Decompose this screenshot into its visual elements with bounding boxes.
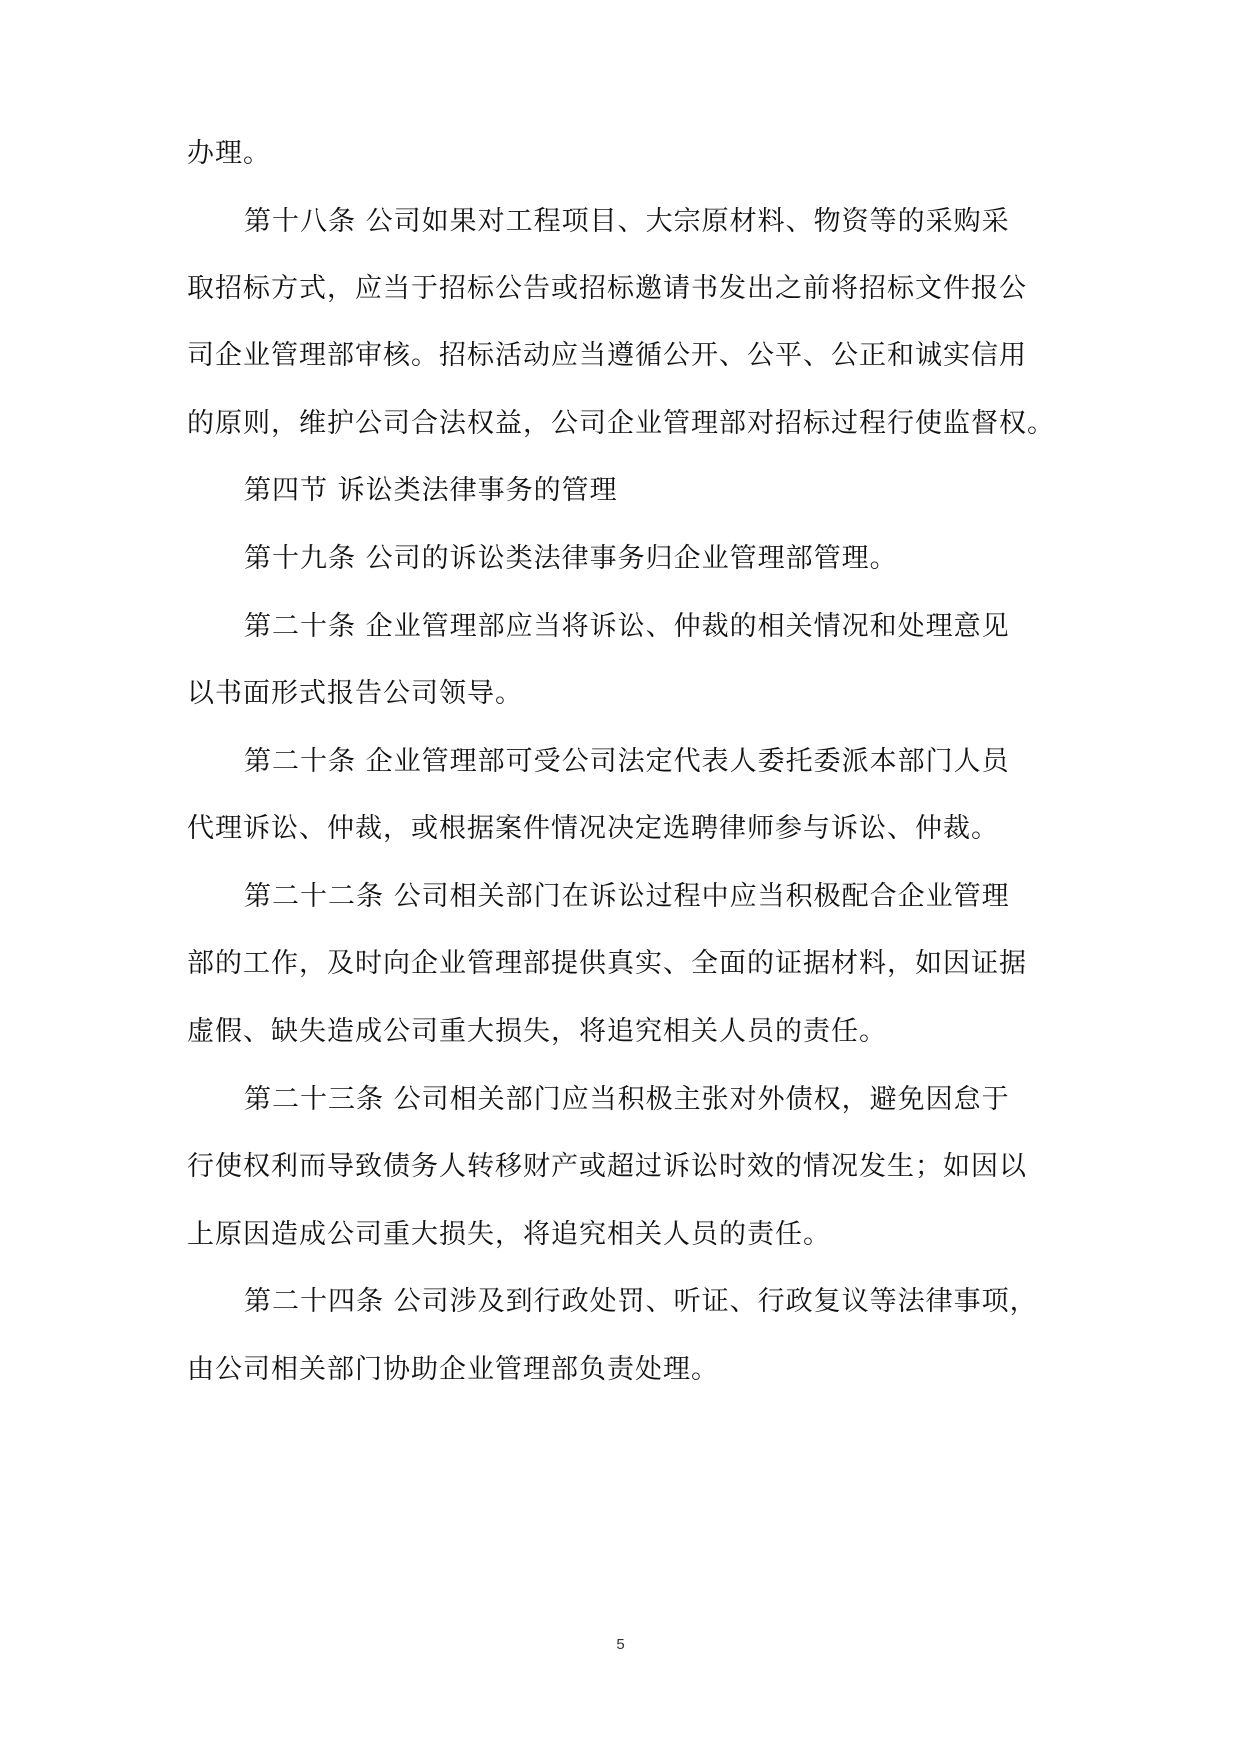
article-20-line: 第二十条 企业管理部应当将诉讼、仲裁的相关情况和处理意见: [244, 611, 1010, 642]
paragraph-line: 代理诉讼、仲裁，或根据案件情况决定选聘律师参与诉讼、仲裁。: [187, 813, 999, 844]
paragraph-line: 司企业管理部审核。招标活动应当遵循公开、公平、公正和诚实信用: [187, 340, 1027, 371]
article-19-line: 第十九条 公司的诉讼类法律事务归企业管理部管理。: [244, 543, 898, 574]
section-heading: 第四节 诉讼类法律事务的管理: [244, 475, 618, 506]
paragraph-line: 办理。: [187, 138, 271, 169]
page-number: 5: [616, 1636, 625, 1653]
article-20-repeat-line: 第二十条 企业管理部可受公司法定代表人委托委派本部门人员: [244, 746, 1010, 777]
paragraph-line: 部的工作，及时向企业管理部提供真实、全面的证据材料，如因证据: [187, 948, 1027, 979]
paragraph-line: 取招标方式，应当于招标公告或招标邀请书发出之前将招标文件报公: [187, 273, 1027, 304]
article-18-heading-line: 第十八条 公司如果对工程项目、大宗原材料、物资等的采购采: [244, 206, 1010, 237]
paragraph-line: 上原因造成公司重大损失，将追究相关人员的责任。: [187, 1219, 831, 1250]
paragraph-line: 由公司相关部门协助企业管理部负责处理。: [187, 1354, 719, 1385]
article-24-line: 第二十四条 公司涉及到行政处罚、听证、行政复议等法律事项，: [244, 1286, 1038, 1317]
paragraph-line: 虚假、缺失造成公司重大损失，将追究相关人员的责任。: [187, 1016, 887, 1047]
article-22-line: 第二十二条 公司相关部门在诉讼过程中应当积极配合企业管理: [244, 881, 1010, 912]
article-23-line: 第二十三条 公司相关部门应当积极主张对外债权，避免因怠于: [244, 1084, 1010, 1115]
paragraph-line: 行使权利而导致债务人转移财产或超过诉讼时效的情况发生；如因以: [187, 1151, 1027, 1182]
paragraph-line: 以书面形式报告公司领导。: [187, 678, 523, 709]
paragraph-line: 的原则，维护公司合法权益，公司企业管理部对招标过程行使监督权。: [187, 408, 1055, 439]
